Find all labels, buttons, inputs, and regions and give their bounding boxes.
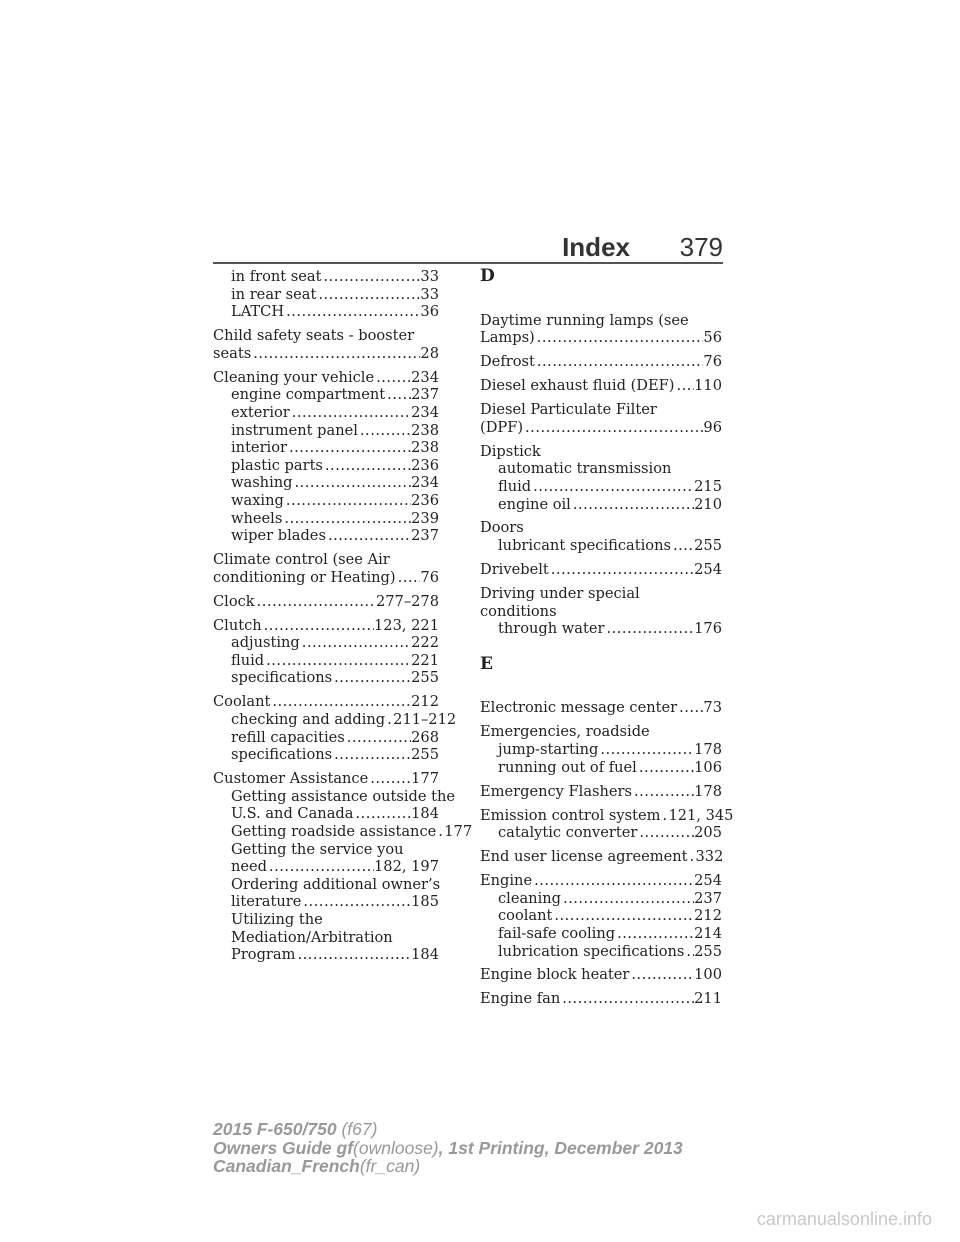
index-entry: Coolant ..... 212 checking and adding ..... 211–212 refill capacities ..... 268 specifications ..... 255 — [213, 693, 439, 763]
index-subentry: instrument panel ..... 238 — [213, 422, 439, 440]
index-subentry: refill capacities ..... 268 — [213, 729, 439, 747]
index-subentry: adjusting ..... 222 — [213, 634, 439, 652]
index-entry: Dipstick automatic transmission fluid ..... 215 engine oil ..... 210 — [480, 443, 722, 513]
index-entry: Daytime running lamps (see Lamps) ..... 56 — [480, 312, 722, 347]
index-subentry: checking and adding ..... 211–212 — [213, 711, 439, 729]
index-subentry: automatic transmission — [498, 460, 672, 478]
index-entry: End user license agreement ..... 332 — [480, 848, 722, 866]
index-subentry: running out of fuel ..... 106 — [480, 759, 722, 777]
footer-lang-line: Canadian_French(fr_can) — [213, 1156, 421, 1176]
index-subentry: fail-safe cooling ..... 214 — [480, 925, 722, 943]
index-subentry: fluid ..... 221 — [213, 652, 439, 670]
index-entry: Climate control (see Air conditioning or Heating) ..... 76 — [213, 551, 439, 586]
index-subentry: waxing ..... 236 — [213, 492, 439, 510]
index-entry: Electronic message center ..... 73 — [480, 699, 722, 717]
index-entry: Engine ..... 254 cleaning ..... 237 coolant ..... 212 fail-safe cooling ..... 214 lubrication specifications ..... 255 — [480, 872, 722, 960]
index-entry: Emission control system ..... 121, 345 catalytic converter ..... 205 — [480, 807, 722, 842]
index-column-left — [213, 268, 473, 970]
index-subentry: LATCH ..... 36 — [213, 303, 439, 321]
index-subentry: Utilizing the — [231, 910, 323, 928]
index-subentry: cleaning ..... 237 — [480, 890, 722, 908]
index-entry — [213, 268, 439, 321]
index-subentry: catalytic converter ..... 205 — [480, 824, 722, 842]
index-entry: Doors lubricant specifications ..... 255 — [480, 519, 722, 554]
section-letter: D — [480, 266, 495, 286]
footer-guide-line: Owners Guide gf(ownloose), 1st Printing, December 2013 — [213, 1137, 683, 1158]
index-entry: Defrost ..... 76 — [480, 353, 722, 371]
index-entry: Child safety seats - booster seats ..... 28 — [213, 327, 439, 362]
index-entry: Driving under special conditions through water ..... 176 — [480, 585, 722, 638]
index-entry: Diesel Particulate Filter (DPF) ..... 96 — [480, 401, 722, 436]
index-subentry: exterior ..... 234 — [213, 404, 439, 422]
index-entry: Cleaning your vehicle ..... 234 engine compartment ..... 237 exterior ..... 234 instrument panel ..... 238 interior ..... 238 plastic parts ..... 236 washing ..... 234 waxing ..... 236 wheels ..... 239 wiper blades ..... 237 — [213, 369, 439, 545]
index-entry: Diesel exhaust fluid (DEF) ..... 110 — [480, 377, 722, 395]
index-subentry: wheels ..... 239 — [213, 510, 439, 528]
index-entry: Engine block heater ..... 100 — [480, 966, 722, 984]
index-subentry: washing ..... 234 — [213, 474, 439, 492]
index-subentry: lubrication specifications ..... 255 — [480, 943, 722, 961]
print-footer — [213, 1120, 683, 1176]
index-subentry: plastic parts ..... 236 — [213, 457, 439, 475]
footer-model-line: 2015 F-650/750 (f67) — [213, 1119, 378, 1139]
index-subentry: Ordering additional owner’s — [231, 875, 441, 893]
page-title: Index — [562, 232, 630, 262]
index-subentry: wiper blades ..... 237 — [213, 527, 439, 545]
watermark: carmanualsonline.info — [756, 1209, 932, 1229]
page-number: 379 — [679, 232, 723, 262]
index-subentry: lubricant specifications ..... 255 — [480, 537, 722, 555]
index-entry: Drivebelt ..... 254 — [480, 561, 722, 579]
page-header — [213, 228, 723, 264]
index-subentry: coolant ..... 212 — [480, 907, 722, 925]
index-subentry: Getting assistance outside the — [231, 787, 456, 805]
index-subentry: jump-starting ..... 178 — [480, 741, 722, 759]
index-subentry: interior ..... 238 — [213, 439, 439, 457]
index-subentry: in front seat ..... 33 — [213, 268, 439, 286]
section-letter: E — [480, 653, 493, 674]
index-subentry: engine compartment ..... 237 — [213, 386, 439, 404]
index-entry: Engine fan ..... 211 — [480, 990, 722, 1008]
index-column-right — [480, 266, 734, 1014]
index-subentry: Getting roadside assistance ..... 177 — [213, 823, 439, 841]
index-entry: Emergency Flashers ..... 178 — [480, 783, 722, 801]
index-subentry: through water ..... 176 — [480, 620, 722, 638]
index-entry: Clock ..... 277–278 — [213, 593, 439, 611]
index-subentry: engine oil ..... 210 — [480, 496, 722, 514]
index-entry: Clutch ..... 123, 221 adjusting ..... 222 fluid ..... 221 specifications ..... 255 — [213, 617, 439, 687]
index-entry: Emergencies, roadside jump-starting ..... 178 running out of fuel ..... 106 — [480, 723, 722, 776]
index-subentry: in rear seat ..... 33 — [213, 286, 439, 304]
index-subentry: specifications ..... 255 — [213, 669, 439, 687]
index-entry: Customer Assistance ..... 177 Getting assistance outside the U.S. and Canada ..... 184 Getting roadside assistance ..... 177 Getting the service you need ..... 182, 197 Ordering additional owner’s literature ..... 185 Utilizing the Mediation/Arbitration Program ..... 184 — [213, 770, 439, 964]
index-subentry: Getting the service you — [231, 840, 404, 858]
index-subentry: specifications ..... 255 — [213, 746, 439, 764]
